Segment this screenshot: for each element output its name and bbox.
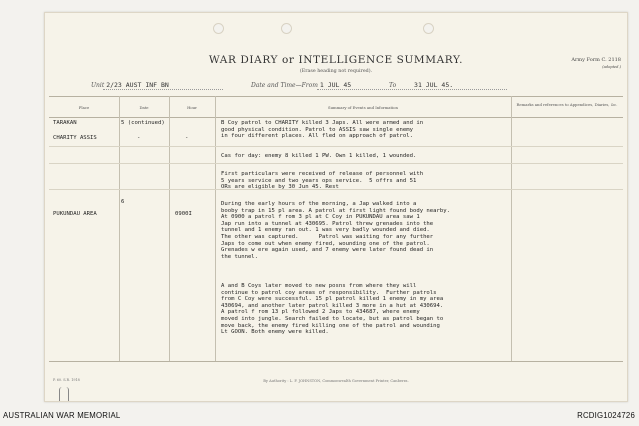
row-2-date: - <box>137 135 141 141</box>
table-top-rule <box>49 96 623 97</box>
col-header-date: Date <box>139 105 149 110</box>
row-6-place: PUKUNDAU AREA <box>53 211 97 217</box>
row-1-place: TARAKAN <box>53 120 77 126</box>
row-rule <box>49 146 623 147</box>
col-header-hour: Hour <box>187 105 197 110</box>
pencil-mark <box>59 387 69 401</box>
col-header-place: Place <box>78 105 90 110</box>
punch-hole-right <box>423 23 434 34</box>
row-2-place: CHARITY ASSIS <box>53 135 97 141</box>
col-rule-4 <box>511 96 512 361</box>
unit-label: Unit <box>91 82 105 89</box>
punch-hole-left <box>213 23 224 34</box>
row-3-summary: Cas for day: enemy 8 killed 1 PW. Own 1 killed, 1 wounded. <box>221 153 417 159</box>
archive-caption-left: AUSTRALIAN WAR MEMORIAL <box>3 411 121 420</box>
punch-hole-middle <box>281 23 292 34</box>
date-time-label: Date and Time—From <box>251 82 318 89</box>
row-1-summary: B Coy patrol to CHARITY killed 3 Japs. All were armed and in good physical condition. Patrol to ASSIS saw single enemy in four different places. All fled on approach of patrol. <box>221 120 424 140</box>
army-form-label <box>551 57 621 71</box>
row-5-date: 6 <box>121 199 125 205</box>
army-form-note: (adopted.) <box>602 65 621 69</box>
diary-sheet <box>44 12 628 402</box>
to-label: To <box>389 82 397 89</box>
date-from: 1 JUL 45 <box>319 81 352 89</box>
unit-underline <box>103 89 223 90</box>
archive-caption-right: RCDIG1024726 <box>577 411 635 420</box>
date-underline <box>317 89 507 90</box>
printer-imprint: By Authority : L. F. JOHNSTON, Commonwealth Government Printer, Canberra. <box>263 379 409 383</box>
row-7-summary: A and B Coys later moved to new posns from where they will continue to patrol coy areas of responsibility. Further patrols from C Coy were successful. 15 pl patrol killed 1 enemy in my area 430694, and another later patrol killed 3 more in a hut at 430694. A patrol f rom 13 pl followed 2 Japs to 434687, where enemy moved into jungle. Search failed to locate, but as patrol began to move back, the enemy fired killing one of the patrol and wounding Lt GOON. Both enemy were killed. <box>221 283 444 336</box>
col-header-remarks: Remarks and references to Appendices, Diaries, &c. <box>516 102 618 107</box>
form-print-code: P. 60. S.R. 1918 <box>53 378 80 382</box>
row-4-summary: First particulars were received of release of personnel with 5 years service and two years ops service. 5 offrs and 51 ORs are eligible by 30 Jun 45. Rest <box>221 171 424 191</box>
col-header-summary: Summary of Events and Information <box>328 105 398 110</box>
table-bottom-rule <box>49 361 623 362</box>
row-2-hour: - <box>185 135 189 141</box>
date-line <box>251 81 453 89</box>
row-rule <box>49 163 623 164</box>
document-subtitle: (Erase heading not required). <box>299 69 373 74</box>
table-header-rule <box>49 117 623 118</box>
col-rule-1 <box>119 96 120 361</box>
unit-line <box>91 81 169 89</box>
unit-value: 2/23 AUST INF BN <box>106 81 169 89</box>
army-form-number: Army Form C. 2118 <box>571 57 621 63</box>
row-6-hour: 0900I <box>175 211 192 217</box>
date-to: 31 JUL 45. <box>414 81 454 89</box>
document-title: WAR DIARY or INTELLIGENCE SUMMARY. <box>208 54 464 66</box>
row-1-date: 5 (continued) <box>121 120 165 126</box>
row-6-summary: During the early hours of the morning, a Jap walked into a booby trap in 15 pl area. A patrol at first light found body nearby. At 0900 a patrol f rom 3 pl at C Coy in PUKUNDAU area saw 1 Jap run into a tunnel at 430695. Patrol threw grenades into the tunnel and 1 enemy ran out. 1 was very badly wounded and died. The other was captured. Patrol was waiting for any further Japs to come out when enemy fired, wounding one of the patrol. Grenades w ere again used, and 7 enemy were later found dead in the tunnel. <box>221 201 451 260</box>
